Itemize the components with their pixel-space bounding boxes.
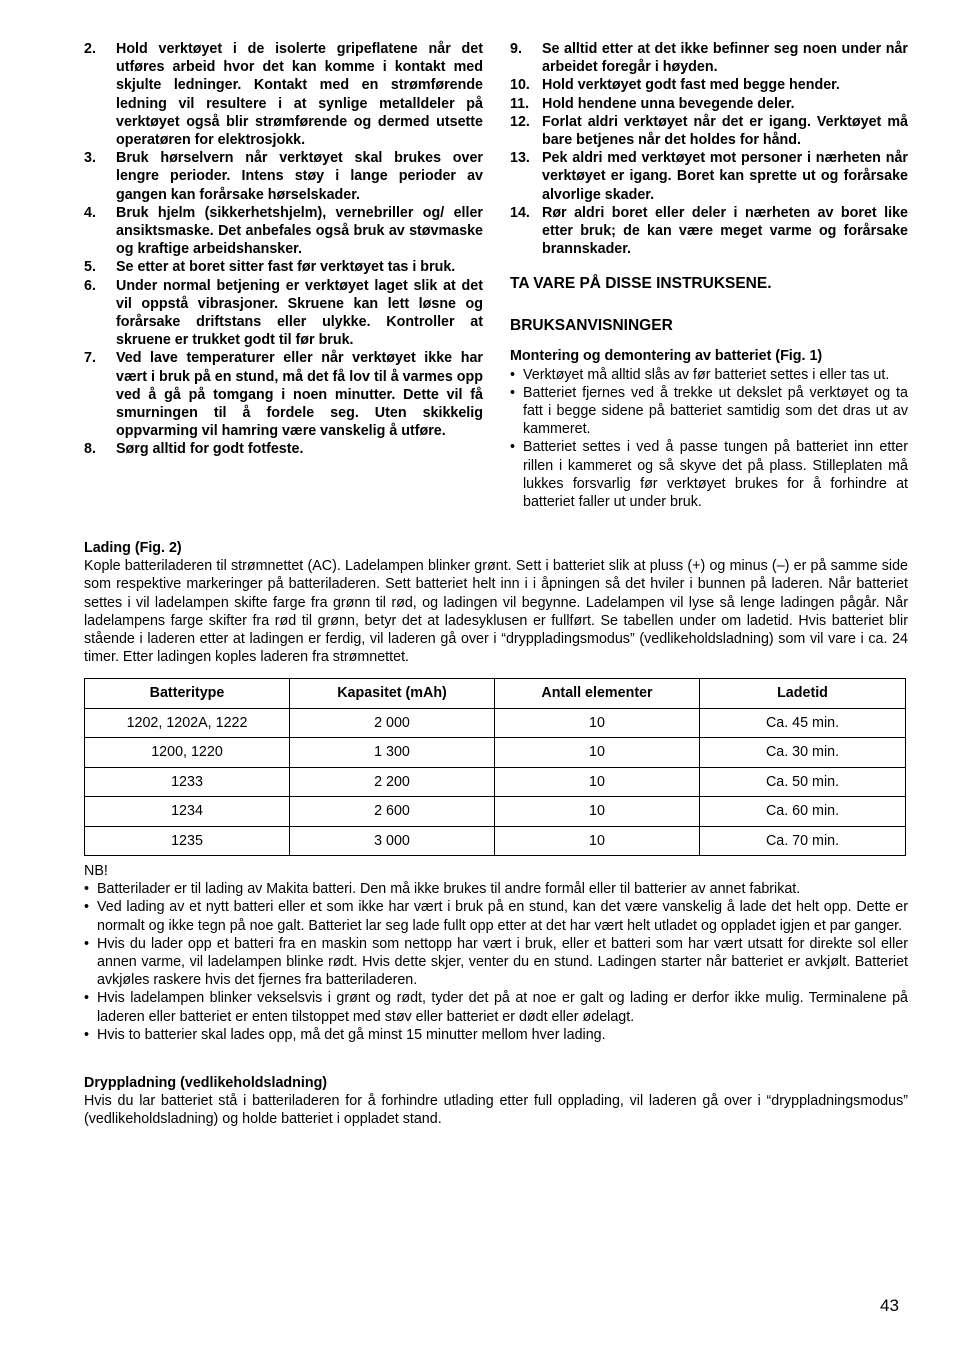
list-item: • Hvis ladelampen blinker vekselsvis i grønt og rødt, tyder det på at noe er galt og lading er derfor ikke mulig. Terminalene på laderen eller batteriet er enten tilstoppet med støv eller batteriet er dødt eller ødelagt. — [84, 990, 908, 1025]
usage-heading: BRUKSANVISNINGER — [510, 317, 673, 335]
safety-list-left — [84, 40, 483, 459]
nb-section — [84, 862, 908, 1044]
table-cell: Ca. 50 min. — [700, 767, 906, 797]
table-cell: 3 000 — [290, 826, 495, 856]
list-item: • Hvis du lader opp et batteri fra en maskin som nettopp har vært i bruk, eller et batteri som har vært utsatt for direkte sol eller annen varme, vil ladelampen blinke rødt. Hvis dette skjer, venter du en stund. Ladingen starter når batteriet er avkjølt. Batteriet avkjøles raskere hvis det fjernes fra batteriladeren. — [84, 935, 908, 989]
list-item: 10. Hold verktøyet godt fast med begge hender. — [510, 77, 840, 94]
right-column — [510, 40, 908, 511]
nb-bullets — [84, 880, 908, 1044]
page-number: 43 — [880, 1296, 899, 1315]
list-item: • Batteriet fjernes ved å trekke ut dekslet på verktøyet og ta fatt i begge sidene på batteriet samtidig som det dras ut av kammeret. — [510, 384, 908, 438]
list-item: • Batteriet settes i ved å passe tungen på batteriet inn etter rillen i kammeret og så skyve det på plass. Stilleplaten må lukkes forsvarlig før verktøyet brukes for å forhindre at batteriet faller ut under bruk. — [510, 439, 908, 511]
list-item: • Verktøyet må alltid slås av før batteriet settes i eller tas ut. — [510, 366, 890, 383]
bullet-icon: • — [510, 384, 516, 401]
nb-label: NB! — [84, 863, 108, 879]
table-row — [85, 708, 906, 738]
list-item: 9. Se alltid etter at det ikke befinner seg noen under når arbeidet foregår i høyden. — [510, 41, 908, 76]
table-cell: Ca. 30 min. — [700, 738, 906, 768]
charging-section — [84, 539, 908, 666]
table-cell: 2 200 — [290, 767, 495, 797]
table-cell: Ca. 70 min. — [700, 826, 906, 856]
trickle-section — [84, 1074, 908, 1129]
table-cell: 1233 — [85, 767, 290, 797]
list-item: • Hvis to batterier skal lades opp, må det gå minst 15 minutter mellom hver lading. — [84, 1026, 606, 1043]
table-cell: 10 — [495, 797, 700, 827]
table-cell: 10 — [495, 767, 700, 797]
table-cell: 1200, 1220 — [85, 738, 290, 768]
list-item: 11. Hold hendene unna bevegende deler. — [510, 95, 795, 112]
bullet-icon: • — [510, 366, 516, 383]
table-cell: 10 — [495, 826, 700, 856]
table-cell: 1202, 1202A, 1222 — [85, 708, 290, 738]
trickle-heading: Dryppladning (vedlikeholdsladning) — [84, 1075, 328, 1091]
list-item: 13. Pek aldri med verktøyet mot personer i nærheten når verktøyet er igang. Boret kan sprette ut og forårsake alvorlige skader. — [510, 150, 908, 203]
battery-table — [84, 678, 906, 856]
list-item: 2. Hold verktøyet i de isolerte gripeflatene når det utføres arbeid hvor det kan komme i kontakt med skjulte ledninger. Kontakt med en strømførende ledning vil resultere i at synlige metalldeler på verktøyet også blir strømførende og dermed utsette operatøren for elektrosjokk. — [84, 41, 483, 149]
list-item: 12. Forlat aldri verktøyet når det er igang. Verktøyet må bare betjenes når det holdes for hånd. — [510, 113, 908, 149]
table-cell: 10 — [495, 708, 700, 738]
table-row — [85, 797, 906, 827]
mounting-heading: Montering og demontering av batteriet (Fig. 1) — [510, 348, 823, 365]
mounting-bullets — [510, 366, 908, 512]
list-item: • Ved lading av et nytt batteri eller et som ikke har vært i bruk på en stund, kan det være vanskelig å lade det helt opp. Dette er normalt og ikke tegn på noe galt. Batteriet lar seg lade fullt opp etter at det har vært helt utladet og oppladet igjen et par ganger. — [84, 899, 908, 934]
save-instructions-heading: TA VARE PÅ DISSE INSTRUKSENE. — [510, 275, 772, 293]
table-row — [85, 738, 906, 768]
list-item: 3. Bruk hørselvern når verktøyet skal brukes over lengre perioder. Intens støy i lange perioder av gangen kan forårsake hørselskader. — [84, 150, 483, 203]
table-header: Batteritype — [85, 679, 290, 709]
table-header-row — [85, 679, 906, 709]
list-item: 5. Se etter at boret sitter fast før verktøyet tas i bruk. — [84, 259, 456, 276]
table-cell: 1 300 — [290, 738, 495, 768]
bullet-icon: • — [84, 935, 90, 952]
bullet-icon: • — [84, 899, 90, 916]
bullet-icon: • — [84, 990, 90, 1007]
charging-heading: Lading (Fig. 2) — [84, 540, 182, 556]
trickle-text: Hvis du lar batteriet stå i batteriladeren for å forhindre utlading etter full opplading, vil laderen gå over i “dryppladningsmodus” (vedlikeholdsladning) og holde batteriet i oppladet stand. — [84, 1093, 908, 1128]
table-cell: Ca. 60 min. — [700, 797, 906, 827]
list-item: 4. Bruk hjelm (sikkerhetshjelm), vernebriller og/ eller ansiktsmaske. Det anbefales også bruk av støvmaske og kraftige arbeidshansker. — [84, 204, 483, 258]
table-cell: 1234 — [85, 797, 290, 827]
bullet-icon: • — [510, 439, 516, 456]
table-cell: 10 — [495, 738, 700, 768]
table-cell: 2 600 — [290, 797, 495, 827]
table-row — [85, 767, 906, 797]
charging-text: Kople batteriladeren til strømnettet (AC). Ladelampen blinker grønt. Sett i batteriet slik at pluss (+) og minus (–) er på samme side som respektive markeringer på batteriladeren. Sett batteriet helt inn i i åpningen så det hviler i bunnen på laderen. Når batteriet settes i vil ladelampen skifte farge fra grønn til rød, og ladingen vil begynne. Ladelampen vil lyse så lenge ladingen pågår. Når ladelampens farge skifter fra rød til grønn, betyr det at ladesyklusen er fullført. Se tabellen under om ladetid. Hvis batteriet blir stående i laderen etter at ladingen er ferdig, vil laderen gå over i “dryppladingsmodus” (vedlikeholdsladning) som vil vare i ca. 24 timer. Etter ladingen koples laderen fra strømnettet. — [84, 558, 908, 666]
list-item: • Batterilader er til lading av Makita batteri. Den må ikke brukes til andre formål eller til batterier av annet fabrikat. — [84, 881, 801, 898]
table-cell: 1235 — [85, 826, 290, 856]
table-header: Antall elementer — [495, 679, 700, 709]
table-header: Kapasitet (mAh) — [290, 679, 495, 709]
list-item: 6. Under normal betjening er verktøyet laget slik at det vil oppstå vibrasjoner. Skruene kan lett løsne og forårsake driftstans eller ulykke. Kontroller at skruene er trukket godt til før bruk. — [84, 277, 483, 349]
list-item: 8. Sørg alltid for godt fotfeste. — [84, 441, 304, 458]
left-column — [84, 40, 483, 459]
table-row — [85, 826, 906, 856]
list-item: 7. Ved lave temperaturer eller når verktøyet ikke har vært i bruk på en stund, må det få lov til å varmes opp ved å gå på tomgang i noen minutter. Dette vil få smurningen til å fordele seg. Uten skikkelig oppvarming vil hamring være vanskelig å utføre. — [84, 350, 483, 440]
bullet-icon: • — [84, 881, 90, 898]
safety-list-right — [510, 40, 908, 258]
bullet-icon: • — [84, 1026, 90, 1043]
table-cell: 2 000 — [290, 708, 495, 738]
table-header: Ladetid — [700, 679, 906, 709]
list-item: 14. Rør aldri boret eller deler i nærheten av boret like etter bruk; de kan være meget varme og forårsake brannskader. — [510, 204, 908, 258]
table-cell: Ca. 45 min. — [700, 708, 906, 738]
